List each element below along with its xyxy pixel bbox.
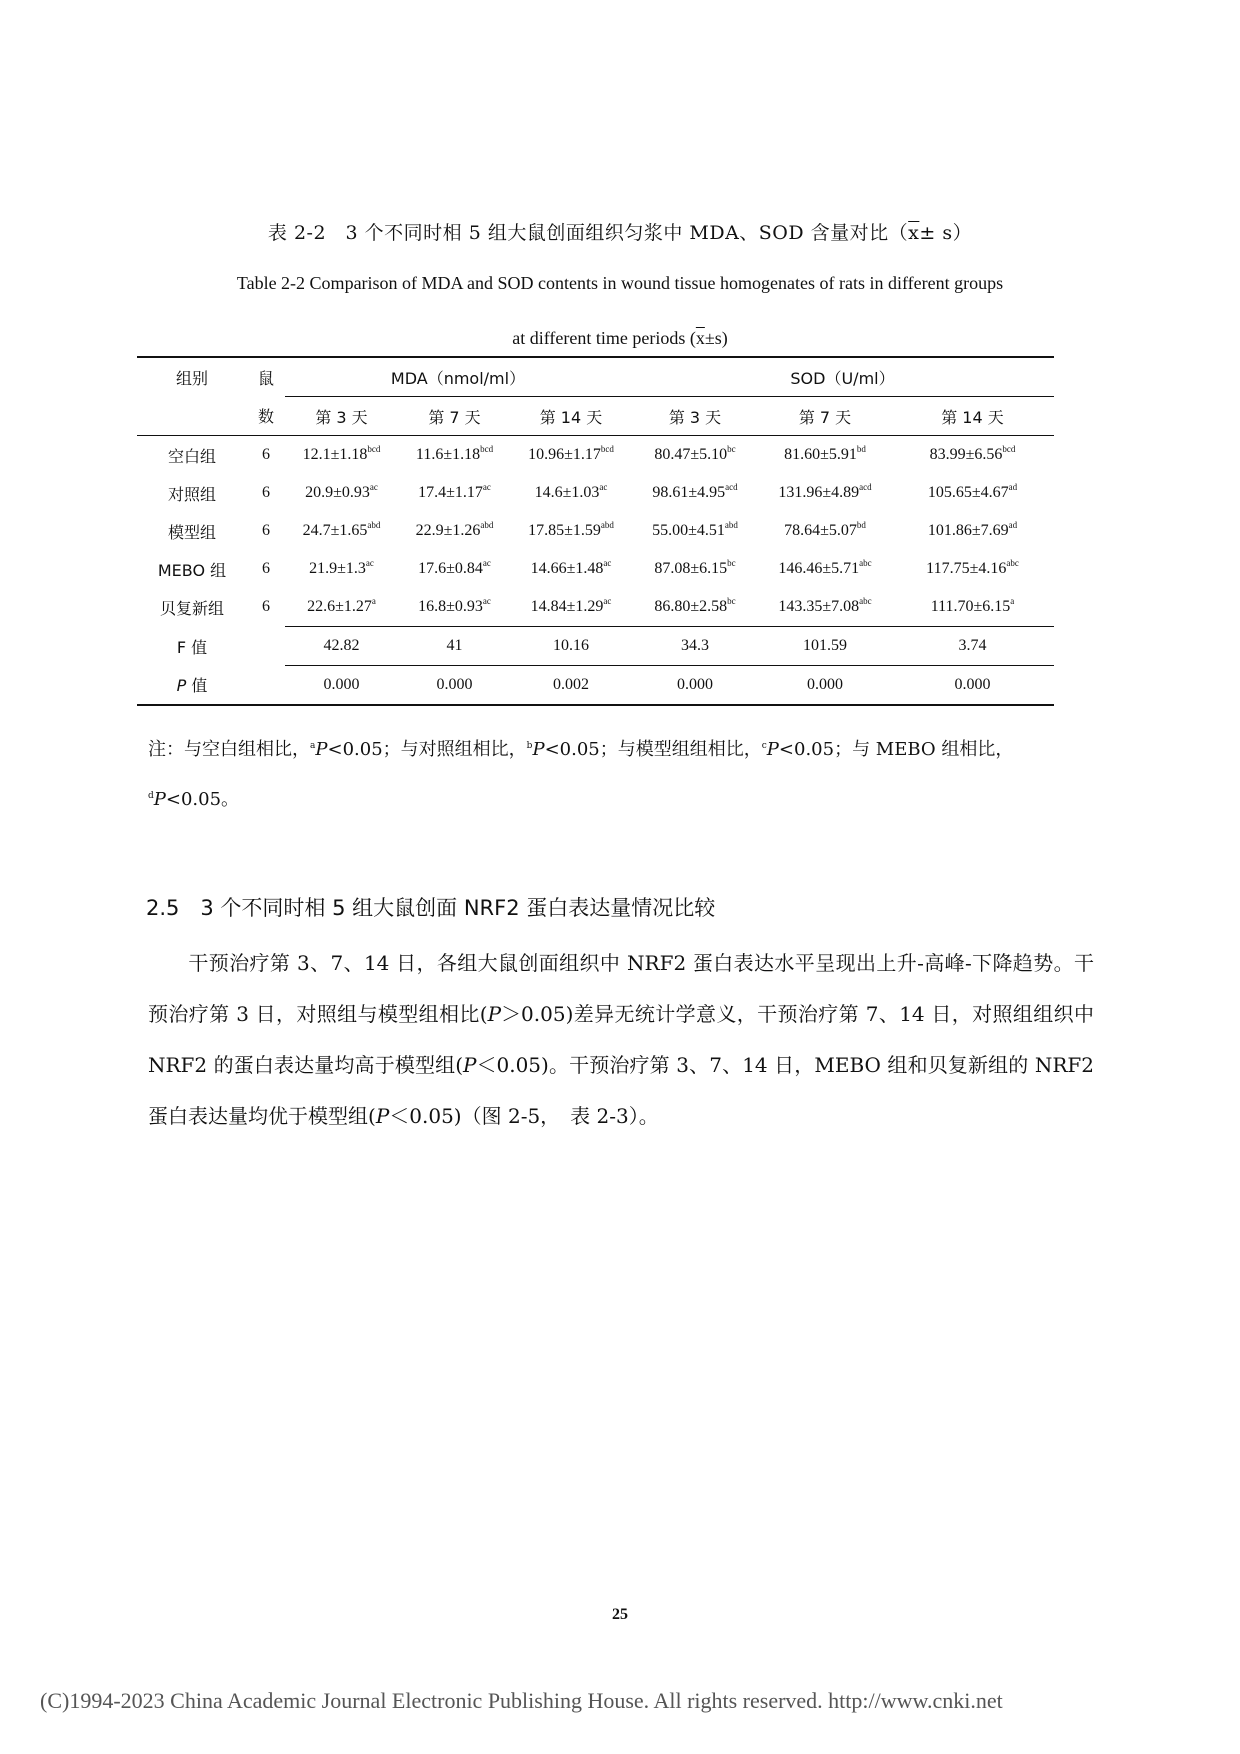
cell-value: 17.4±1.17 — [418, 484, 483, 501]
p-value: 0.000 — [285, 666, 398, 706]
cell-superscript: acd — [725, 482, 738, 492]
cell-superscript: abd — [367, 520, 381, 530]
table-cell — [759, 512, 891, 550]
table-cell — [511, 474, 631, 512]
cell-superscript: ad — [1008, 520, 1018, 530]
cell-value: 105.65±4.67 — [927, 484, 1009, 501]
table-cell — [285, 474, 398, 512]
table-body — [137, 436, 1054, 627]
cell-value: 17.85±1.59 — [528, 522, 601, 539]
para-p3: P — [375, 1104, 390, 1128]
p-value: 0.002 — [511, 666, 631, 706]
row-group: 贝复新组 — [159, 598, 224, 618]
header-day: 第 14 天 — [539, 407, 603, 427]
p-value: 0.000 — [631, 666, 759, 706]
table-row — [137, 474, 1054, 512]
note-p: P — [315, 739, 328, 760]
cell-value: 22.9±1.26 — [415, 522, 481, 539]
cell-value: 87.08±6.15 — [654, 560, 728, 577]
row-count: 6 — [262, 560, 270, 577]
f-value-row — [137, 627, 1054, 666]
cell-value: 86.80±2.58 — [654, 598, 728, 615]
cell-value: 10.96±1.17 — [528, 446, 601, 463]
table-cell — [891, 474, 1054, 512]
table-cell — [631, 588, 759, 627]
table-cell — [285, 436, 398, 475]
table-cell — [398, 588, 511, 627]
note-d-text: <0.05。 — [165, 789, 240, 810]
header-row-2 — [137, 397, 1054, 436]
table-cell — [891, 436, 1054, 475]
table-cell — [511, 436, 631, 475]
cell-superscript: a — [1010, 596, 1015, 606]
table-caption-en-line1: Table 2-2 Comparison of MDA and SOD contents in wound tissue homogenates of rats in different groups — [236, 273, 1004, 293]
cell-superscript: ac — [482, 558, 491, 568]
f-value: 101.59 — [759, 627, 891, 666]
table-row — [137, 512, 1054, 550]
header-day: 第 7 天 — [798, 407, 852, 427]
table-cell — [631, 436, 759, 475]
caption-en-head: at different time periods ( — [512, 328, 696, 348]
row-count: 6 — [262, 522, 270, 539]
para-p1: P — [487, 1002, 502, 1026]
cell-value: 98.61±4.95 — [652, 484, 726, 501]
table-cell — [891, 512, 1054, 550]
table-cell — [511, 588, 631, 627]
table-cell — [759, 550, 891, 588]
table-cell — [631, 474, 759, 512]
copyright-footer: (C)1994-2023 China Academic Journal Electronic Publishing House. All rights reserved. http://www.cnki.net — [40, 1688, 1003, 1713]
body-paragraph — [148, 938, 1094, 1142]
cell-value: 146.46±5.71 — [778, 560, 860, 577]
row-count: 6 — [262, 446, 270, 463]
data-table-container — [137, 356, 1054, 706]
header-empty — [137, 397, 247, 436]
cell-superscript: bcd — [600, 444, 614, 454]
cell-superscript: abc — [859, 596, 872, 606]
header-day: 第 14 天 — [941, 407, 1004, 427]
header-day: 第 3 天 — [668, 407, 722, 427]
table-cell — [285, 550, 398, 588]
f-empty — [247, 627, 285, 666]
note-sup-a: a — [310, 741, 316, 751]
cell-superscript: abd — [480, 520, 494, 530]
table-cell — [398, 512, 511, 550]
table-cell — [511, 512, 631, 550]
cell-superscript: abd — [724, 520, 738, 530]
table-cell — [759, 436, 891, 475]
row-group: 空白组 — [167, 446, 216, 466]
cell-value: 131.96±4.89 — [778, 484, 860, 501]
note-sup-d: d — [148, 791, 154, 801]
table-cell — [285, 512, 398, 550]
table-cell — [891, 588, 1054, 627]
para-part2: ＞0.05)差异无统计学意义，干预治疗第 7、14 日，对照组组织中 NRF2 的蛋白表达量均高于模型组( — [148, 1002, 1094, 1077]
p-value: 0.000 — [759, 666, 891, 706]
f-value: 10.16 — [511, 627, 631, 666]
p-empty — [247, 666, 285, 706]
table-row — [137, 588, 1054, 627]
cell-value: 14.84±1.29 — [530, 598, 604, 615]
note-p: P — [766, 739, 779, 760]
row-count: 6 — [262, 484, 270, 501]
p-label — [137, 666, 247, 706]
f-value: 3.74 — [891, 627, 1054, 666]
header-day: 第 7 天 — [428, 407, 481, 427]
caption-en-xbar: $\overline{x}$ — [695, 328, 705, 348]
cell-value: 55.00±4.51 — [652, 522, 725, 539]
cell-superscript: ac — [599, 482, 608, 492]
cell-value: 81.60±5.91 — [784, 446, 857, 463]
cell-value: 117.75±4.16 — [926, 560, 1007, 577]
cell-superscript: bcd — [480, 444, 494, 454]
header-row-1 — [137, 357, 1054, 397]
note-sup-b: b — [526, 741, 533, 751]
cell-value: 12.1±1.18 — [302, 446, 368, 463]
header-count-top: 鼠 — [257, 368, 274, 388]
p-label-italic: P — [176, 676, 187, 696]
f-value: 41 — [398, 627, 511, 666]
cell-superscript: ac — [603, 596, 612, 606]
note-b-text: <0.05；与模型组组相比， — [544, 739, 762, 760]
header-day: 第 3 天 — [315, 407, 368, 427]
table-cell — [511, 550, 631, 588]
note-sup-c: c — [761, 741, 767, 751]
f-label: F 值 — [176, 637, 208, 657]
cell-value: 17.6±0.84 — [418, 560, 483, 577]
row-group: MEBO 组 — [157, 560, 227, 580]
cell-value: 78.64±5.07 — [784, 522, 857, 539]
cell-value: 21.9±1.3 — [309, 560, 366, 577]
cell-superscript: ac — [365, 558, 374, 568]
table-cell — [631, 550, 759, 588]
cell-value: 22.6±1.27 — [307, 598, 372, 615]
table-cell — [631, 512, 759, 550]
row-group: 模型组 — [167, 522, 216, 542]
cell-superscript: ac — [603, 558, 612, 568]
row-count: 6 — [262, 598, 270, 616]
f-value: 42.82 — [285, 627, 398, 666]
caption-zh-text: 表 2-2 3 个不同时相 5 组大鼠创面组织匀浆中 MDA、SOD 含量对比（ — [267, 222, 909, 244]
table-caption-zh — [0, 218, 1240, 245]
cell-value: 83.99±6.56 — [929, 446, 1003, 463]
table-cell — [759, 588, 891, 627]
table-cell — [891, 550, 1054, 588]
cell-value: 20.9±0.93 — [305, 484, 370, 501]
cell-superscript: ac — [482, 596, 491, 606]
table-cell — [759, 474, 891, 512]
para-p2: P — [463, 1053, 477, 1077]
para-part3: ＜0.05)。干预治疗第 3、7、14 日，MEBO 组和贝复新组的 NRF2 蛋白表达量均优于模型组( — [148, 1053, 1094, 1128]
caption-zh-xbar: $\overline{x}$ — [908, 222, 920, 244]
row-group: 对照组 — [167, 484, 216, 504]
cell-superscript: ac — [369, 482, 378, 492]
cell-value: 111.70±6.15 — [930, 598, 1011, 615]
p-value: 0.000 — [398, 666, 511, 706]
header-sod: SOD（U/ml） — [631, 357, 1054, 397]
p-label-rest: 值 — [186, 676, 208, 696]
p-value: 0.000 — [891, 666, 1054, 706]
cell-superscript: ad — [1008, 482, 1018, 492]
table-cell — [398, 474, 511, 512]
table-cell — [398, 436, 511, 475]
cell-value: 14.66±1.48 — [530, 560, 604, 577]
note-p: P — [153, 789, 166, 810]
table-note — [148, 725, 1098, 825]
mda-sod-table — [137, 356, 1054, 706]
table-cell — [285, 588, 398, 627]
cell-superscript: acd — [859, 482, 872, 492]
cell-superscript: abc — [859, 558, 872, 568]
note-prefix: 注：与空白组相比， — [148, 739, 310, 760]
cell-superscript: a — [371, 596, 376, 606]
cell-value: 101.86±7.69 — [927, 522, 1009, 539]
f-value: 34.3 — [631, 627, 759, 666]
header-mda: MDA（nmol/ml） — [285, 357, 631, 397]
p-value-row — [137, 666, 1054, 706]
cell-superscript: abd — [600, 520, 614, 530]
header-count-bottom: 数 — [257, 407, 274, 427]
cell-superscript: bcd — [1002, 444, 1016, 454]
section-heading: 2.5 3 个不同时相 5 组大鼠创面 NRF2 蛋白表达量情况比较 — [146, 896, 716, 920]
caption-en-tail: ±s) — [704, 328, 728, 348]
note-p: P — [532, 739, 545, 760]
cell-value: 16.8±0.93 — [418, 598, 483, 615]
table-row — [137, 436, 1054, 475]
cell-superscript: bd — [856, 520, 866, 530]
caption-zh-tail: ± s） — [919, 222, 973, 244]
cell-superscript: abc — [1006, 558, 1019, 568]
cell-value: 11.6±1.18 — [415, 446, 481, 463]
cell-superscript: bc — [727, 444, 736, 454]
cell-superscript: bc — [727, 558, 736, 568]
cell-value: 14.6±1.03 — [534, 484, 600, 501]
table-row — [137, 550, 1054, 588]
para-part4: ＜0.05)（图 2-5， 表 2-3）。 — [389, 1104, 659, 1128]
note-c-text: <0.05；与 MEBO 组相比， — [778, 739, 1014, 760]
table-caption-en-line2 — [0, 328, 1240, 349]
cell-value: 143.35±7.08 — [778, 598, 860, 615]
cell-value: 80.47±5.10 — [654, 446, 728, 463]
cell-value: 24.7±1.65 — [302, 522, 368, 539]
header-group: 组别 — [175, 368, 208, 388]
cell-superscript: bd — [856, 444, 866, 454]
page-number: 25 — [612, 1606, 628, 1623]
table-cell — [398, 550, 511, 588]
note-a-text: <0.05；与对照组相比， — [327, 739, 527, 760]
cell-superscript: bc — [727, 596, 736, 606]
para-part1: 干预治疗第 3、7、14 日，各组大鼠创面组织中 NRF2 蛋白表达水平呈现出上升-高峰-下降趋势。干预治疗第 3 日，对照组与模型组相比( — [148, 951, 1094, 1026]
cell-superscript: ac — [482, 482, 491, 492]
cell-superscript: bcd — [367, 444, 381, 454]
